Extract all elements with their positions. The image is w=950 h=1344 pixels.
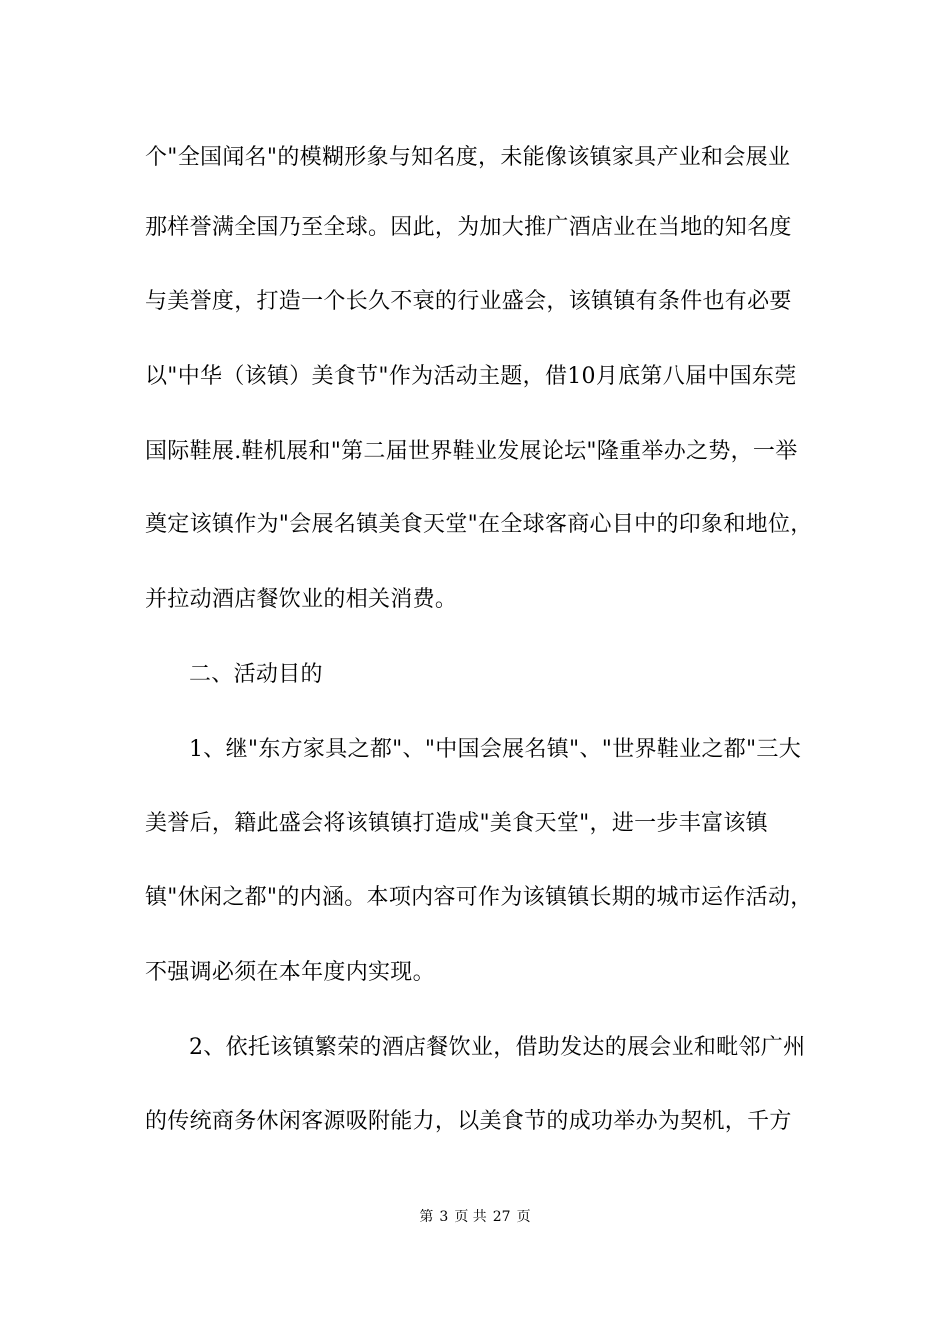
text-line-3: 与美誉度，打造一个长久不衰的行业盛会，该镇镇有条件也有必要 (145, 289, 792, 314)
page-footer (0, 1208, 950, 1226)
footer-middle: 页 共 (454, 1209, 487, 1225)
text-line-14: 的传统商务休闲客源吸附能力，以美食节的成功举办为契机，千方 (145, 1109, 792, 1134)
footer-prefix: 第 (419, 1209, 434, 1225)
text-line-10: 美誉后，籍此盛会将该镇镇打造成"美食天堂"，进一步丰富该镇 (145, 811, 768, 836)
footer-total-pages: 27 (492, 1209, 511, 1225)
text-line-11: 镇"休闲之都"的内涵。本项内容可作为该镇镇长期的城市运作活动， (145, 885, 813, 910)
section-heading: 二、活动目的 (189, 662, 323, 687)
text-line-12: 不强调必须在本年度内实现。 (145, 960, 435, 985)
text-line-6: 奠定该镇作为"会展名镇美食天堂"在全球客商心目中的印象和地位， (145, 512, 813, 537)
footer-suffix: 页 (516, 1209, 531, 1225)
footer-page-number: 3 (439, 1209, 449, 1225)
text-line-7: 并拉动酒店餐饮业的相关消费。 (145, 587, 458, 612)
text-line-5: 国际鞋展.鞋机展和"第二届世界鞋业发展论坛"隆重举办之势，一举 (145, 439, 798, 464)
text-line-13: 2、依托该镇繁荣的酒店餐饮业，借助发达的展会业和毗邻广州 (189, 1035, 806, 1060)
text-line-1: 个"全国闻名"的模糊形象与知名度，未能像该镇家具产业和会展业 (145, 145, 791, 170)
text-line-4: 以"中华（该镇）美食节"作为活动主题，借10月底第八届中国东莞 (145, 364, 797, 389)
text-line-9: 1、继"东方家具之都"、"中国会展名镇"、"世界鞋业之都"三大 (189, 737, 802, 762)
text-line-2: 那样誉满全国乃至全球。因此，为加大推广酒店业在当地的知名度 (145, 215, 792, 240)
